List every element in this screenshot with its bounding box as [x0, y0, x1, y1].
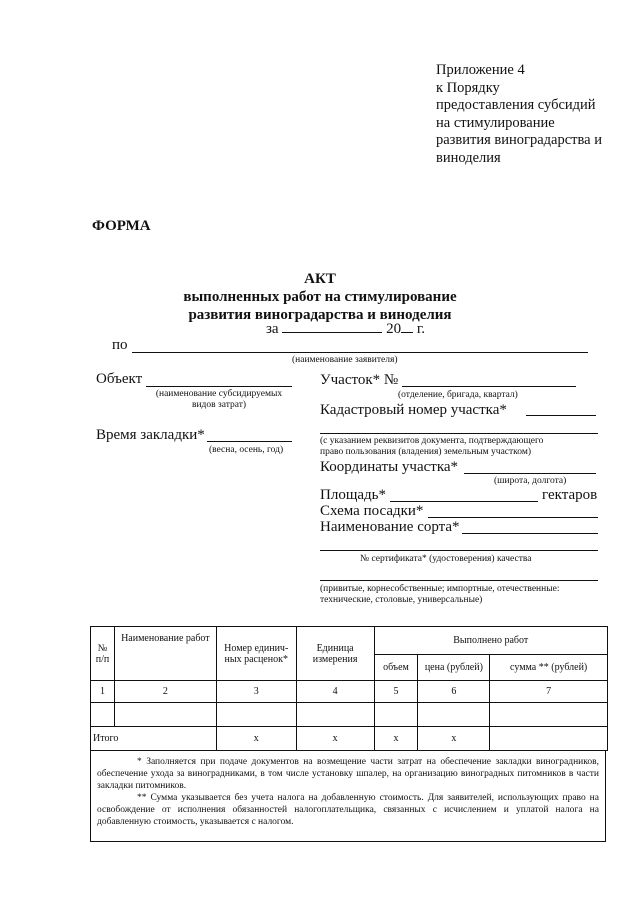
footnote-1: * Заполняется при подаче документов на возмещение части затрат на обеспечение закладки виноградников, обеспечение ухода за виноградниками, в том числе установку шпалер, на организацию виноградных питомников в части закладки питомников.: [97, 757, 599, 791]
table-cell[interactable]: [216, 703, 296, 727]
plot-label: Участок* №: [320, 372, 399, 388]
header-work-name: Наименование работ: [114, 627, 216, 681]
table-cell[interactable]: [91, 703, 115, 727]
table-cell: 5: [374, 681, 418, 703]
variety-label: Наименование сорта*: [320, 519, 460, 535]
annex-line: к Порядку: [436, 79, 500, 96]
annex-line: предоставления субсидий: [436, 97, 596, 113]
table-row[interactable]: [91, 703, 608, 727]
total-label: Итого: [91, 727, 217, 751]
rights-doc-line[interactable]: [320, 433, 598, 434]
object-caption: [140, 389, 298, 411]
planting-time-line[interactable]: [207, 441, 292, 442]
coords-caption: (широта, долгота): [494, 476, 567, 486]
area-unit: гектаров: [542, 487, 598, 503]
period-prefix: за: [266, 321, 279, 337]
types-caption-line: технические, столовые, универсальные): [320, 595, 483, 605]
year-blank[interactable]: [401, 320, 413, 333]
total-sum[interactable]: [490, 727, 608, 751]
rights-doc-caption-line: право пользования (владения) земельным участком): [320, 447, 532, 457]
cadastral-label: Кадастровый номер участка*: [320, 402, 507, 418]
cadastral-line[interactable]: [526, 415, 596, 416]
document-title: [0, 270, 640, 324]
table-cell: 7: [490, 681, 608, 703]
planting-time-caption: (весна, осень, год): [209, 445, 284, 455]
table-header-row: [91, 627, 608, 655]
table-cell: 3: [216, 681, 296, 703]
table-cell[interactable]: [490, 703, 608, 727]
table-index-row: [91, 681, 608, 703]
annex-header: [436, 62, 626, 167]
area-line[interactable]: [390, 501, 538, 502]
object-caption-line: видов затрат): [191, 400, 247, 410]
object-line[interactable]: [146, 386, 292, 387]
annex-line: на стимулирование: [436, 114, 555, 131]
rights-doc-caption: [320, 436, 543, 458]
applicant-prefix: по: [112, 337, 128, 353]
certificate-caption: № сертификата* (удостоверения) качества: [360, 554, 532, 564]
title-line-1: АКТ: [304, 271, 336, 287]
object-caption-line: (наименование субсидируемых: [155, 389, 283, 399]
planting-time-label: Время закладки*: [96, 427, 205, 443]
footnotes-box: [90, 750, 606, 842]
table-cell: 6: [418, 681, 490, 703]
annex-line: Приложение 4: [436, 62, 525, 78]
scheme-line[interactable]: [428, 517, 598, 518]
plot-caption: (отделение, бригада, квартал): [398, 390, 518, 400]
header-price: цена (рублей): [418, 655, 490, 681]
variety-line[interactable]: [462, 533, 598, 534]
period-line: [266, 320, 425, 338]
table-total-row: [91, 727, 608, 751]
scheme-label: Схема посадки*: [320, 503, 424, 519]
coords-line[interactable]: [464, 473, 596, 474]
table-cell: 2: [114, 681, 216, 703]
total-price: х: [418, 727, 490, 751]
header-performed: Выполнено работ: [374, 627, 607, 655]
types-caption-line: (привитые, корнесобственные; импортные, отечественные:: [320, 584, 560, 594]
area-label: Площадь*: [320, 487, 386, 503]
title-line-2: выполненных работ на стимулирование: [183, 289, 457, 305]
types-line[interactable]: [320, 580, 598, 581]
form-label: ФОРМА: [92, 218, 151, 234]
table-cell: 4: [296, 681, 374, 703]
applicant-line[interactable]: [132, 352, 588, 353]
table-cell[interactable]: [374, 703, 418, 727]
table-cell[interactable]: [114, 703, 216, 727]
rights-doc-caption-line: (с указанием реквизитов документа, подтверждающего: [320, 436, 544, 446]
period-year-prefix: 20: [386, 321, 402, 337]
works-table: [90, 626, 608, 751]
plot-line[interactable]: [402, 386, 576, 387]
header-unit: Единица измерения: [296, 627, 374, 681]
table-cell: 1: [91, 681, 115, 703]
period-blank[interactable]: [282, 320, 382, 333]
footnote-2: ** Сумма указывается без учета налога на добавленную стоимость. Для заявителей, использующих право на освобождение от исполнения обязанностей налогоплательщика, связанных с исчислением и уплатой налога на добавленную стоимость, указывается с налогом.: [97, 793, 599, 827]
object-label: Объект: [96, 371, 143, 387]
annex-line: виноделия: [436, 149, 501, 166]
total-volume: х: [374, 727, 418, 751]
certificate-line[interactable]: [320, 550, 598, 551]
table-cell[interactable]: [296, 703, 374, 727]
table-cell[interactable]: [418, 703, 490, 727]
types-caption: [320, 584, 600, 606]
annex-line: развития виноградарства и: [436, 132, 602, 148]
period-year-suffix: г.: [416, 321, 426, 337]
total-rate: х: [216, 727, 296, 751]
header-num: № п/п: [91, 627, 115, 681]
header-volume: объем: [374, 655, 418, 681]
total-unit: х: [296, 727, 374, 751]
title-line-3: развития виноградарства и виноделия: [188, 307, 452, 323]
header-sum: сумма ** (рублей): [490, 655, 608, 681]
header-rate-numbers: Номер единич-ных расценок*: [216, 627, 296, 681]
applicant-caption: (наименование заявителя): [292, 355, 398, 365]
coords-label: Координаты участка*: [320, 459, 459, 475]
